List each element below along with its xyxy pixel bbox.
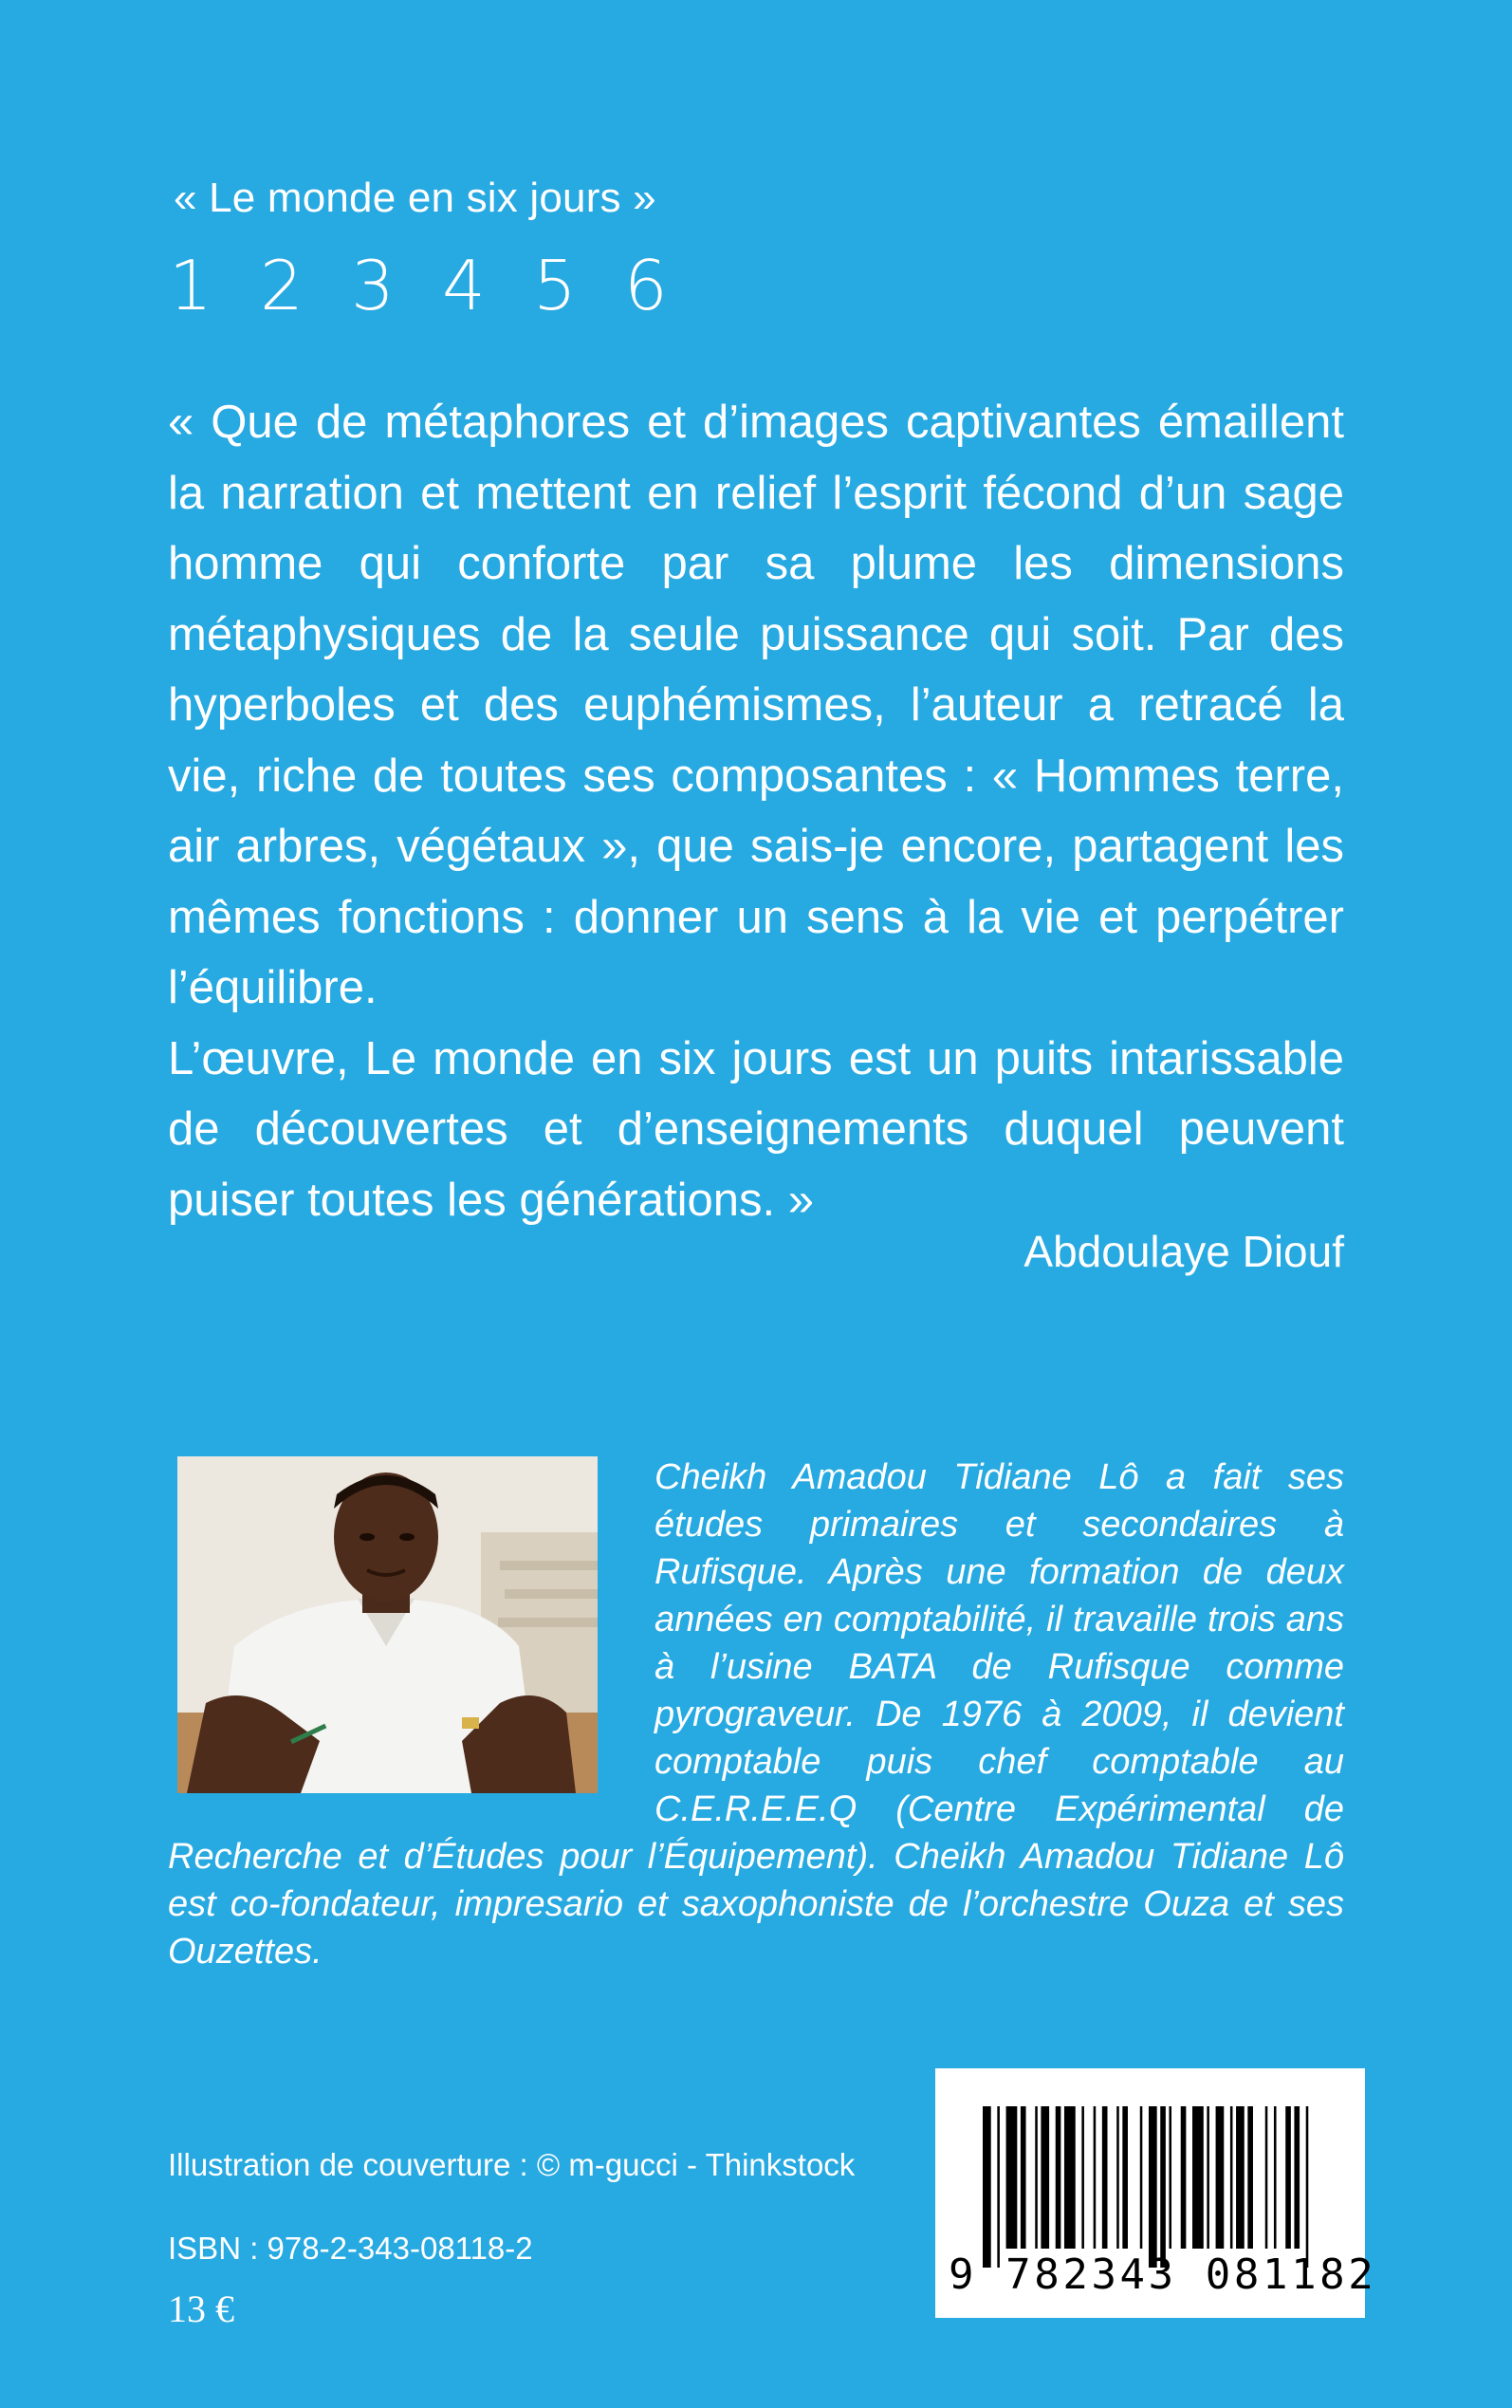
blurb-paragraph: « Que de métaphores et d’images captivantes émaillent la narration et mettent en relief l’esprit fécond d’un sage homme qui conforte par sa plume les dimensions métaphysiques de la seule puissance qui soit. Par des hyperboles et des euphémismes, l’auteur a retracé la vie, riche de toutes ses composantes : « Hommes terre, air arbres, végétaux », que sais-je encore, partagent les mêmes fonctions : donner un sens à la vie et perpétrer l’équilibre. xyxy=(168,397,1344,1013)
volume-number: 3 xyxy=(351,246,395,325)
barcode-bar xyxy=(1160,2106,1166,2268)
barcode-bar xyxy=(997,2106,1000,2268)
barcode-bar xyxy=(983,2106,991,2268)
barcode-number: 9 782343 081182 xyxy=(949,2251,1377,2299)
volume-number: 6 xyxy=(624,246,668,325)
barcode-bar xyxy=(1035,2106,1038,2249)
volume-number: 1 xyxy=(169,246,212,325)
barcode-bar xyxy=(1064,2106,1076,2249)
isbn: ISBN : 978-2-343-08118-2 xyxy=(168,2231,533,2266)
barcode-bar xyxy=(1122,2106,1128,2249)
barcode-bar xyxy=(1149,2106,1157,2268)
barcode-bar xyxy=(1274,2106,1277,2249)
barcode-bar xyxy=(1169,2106,1171,2249)
barcode xyxy=(935,2068,1377,2318)
barcode-bar xyxy=(1236,2106,1245,2249)
price: 13 € xyxy=(168,2288,234,2330)
barcode-bar xyxy=(1247,2106,1253,2249)
barcode-bar xyxy=(1192,2106,1204,2249)
barcode-bar xyxy=(1116,2106,1119,2249)
volume-number: 4 xyxy=(442,246,486,325)
barcode-bar xyxy=(1081,2106,1084,2249)
cover-illustration-credit: Illustration de couverture : © m-gucci - Thinkstock xyxy=(168,2147,856,2182)
barcode-bar xyxy=(1102,2106,1108,2249)
blurb-paragraph: L’œuvre, Le monde en six jours est un puits intarissable de découvertes et d’enseignements duquel peuvent puiser toutes les générations. » xyxy=(168,1032,1344,1226)
barcode-bar xyxy=(1265,2106,1268,2249)
volume-numbers xyxy=(169,243,715,328)
barcode-bar xyxy=(1056,2106,1061,2249)
barcode-bar xyxy=(1094,2106,1097,2249)
series-title: « Le monde en six jours » xyxy=(174,175,656,221)
barcode-bar xyxy=(1294,2106,1300,2249)
barcode-bar xyxy=(1306,2106,1309,2268)
author-photo xyxy=(177,1456,598,1793)
blurb-quote xyxy=(168,387,1344,1235)
barcode-bar xyxy=(1181,2106,1187,2249)
volume-number: 5 xyxy=(533,246,577,325)
volume-number: 2 xyxy=(260,246,304,325)
barcode-bar xyxy=(1006,2106,1018,2249)
barcode-bars xyxy=(983,2106,1318,2268)
barcode-bar xyxy=(1041,2106,1049,2249)
barcode-bar xyxy=(1216,2106,1225,2249)
barcode-bar xyxy=(1140,2106,1143,2249)
barcode-bar xyxy=(1285,2106,1291,2249)
barcode-bar xyxy=(1021,2106,1026,2249)
blurb-author: Abdoulaye Diouf xyxy=(1023,1227,1344,1276)
author-bio-text: Cheikh Amadou Tidiane Lô a fait ses études primaires et secondaires à Rufisque. Après une formation de deux années en comptabilité, il travaille trois ans à l’usine BATA de Rufisque comme pyrograveur. De 1976 à 2009, il devient comptable puis chef comptable au C.E.R.E.E.Q (Centre Expérimental de Recherche et d’Études pour l’Équipement). Cheikh Amadou Tidiane Lô est co-fondateur, impresario et saxophoniste de l’orchestre Ouza et ses Ouzettes. xyxy=(168,1457,1344,1972)
barcode-bar xyxy=(1207,2106,1209,2249)
barcode-bar xyxy=(1230,2106,1233,2249)
